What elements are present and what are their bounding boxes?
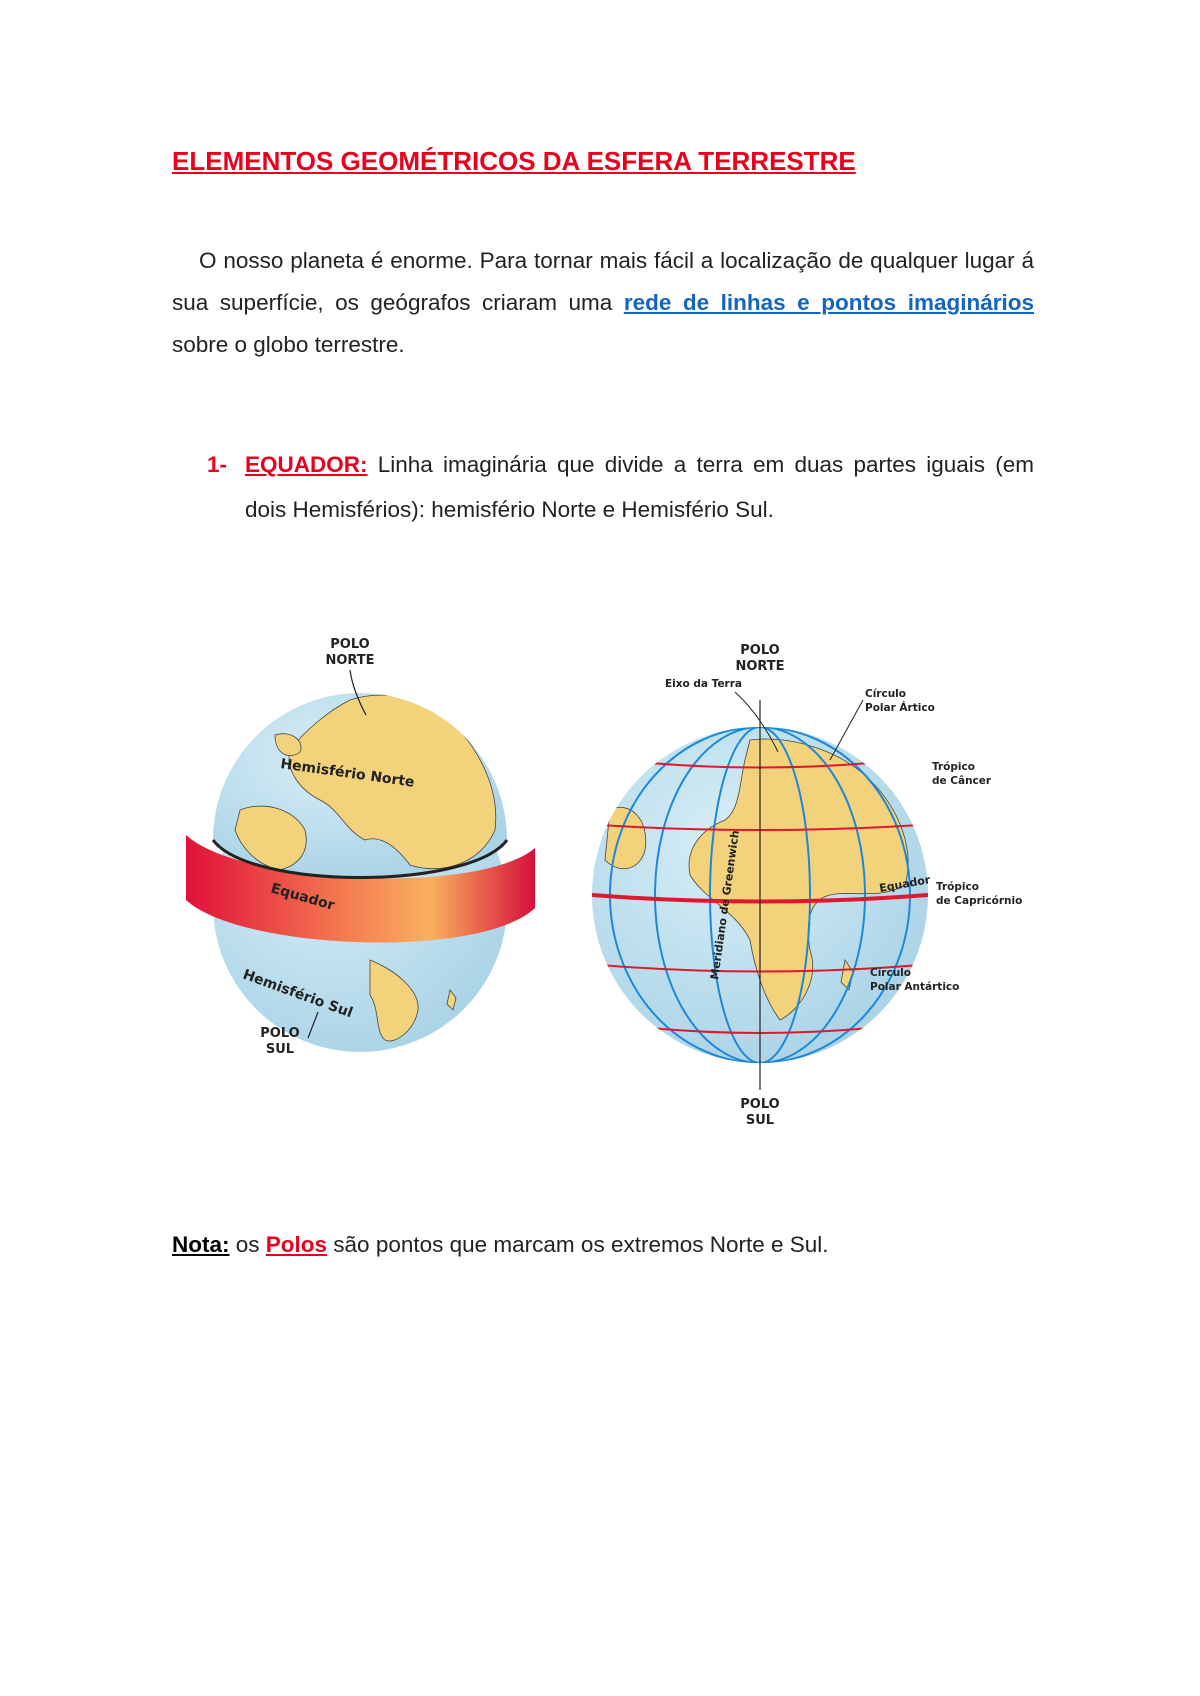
left-hemisferio-sul-label: Hemisfério Sul — [240, 966, 355, 1022]
left-globe — [186, 637, 535, 1057]
intro-paragraph — [172, 240, 1034, 366]
page-title: ELEMENTOS GEOMÉTRICOS DA ESFERA TERRESTRE — [172, 146, 856, 176]
left-polo-norte-label-2: NORTE — [325, 653, 375, 668]
term-equador: EQUADOR: — [245, 452, 368, 477]
northern-hemisphere — [213, 693, 507, 877]
list-number: 1- — [207, 452, 228, 477]
left-polo-norte-label-1: POLO — [330, 637, 370, 652]
right-tropico-cancer-label-2: de Câncer — [932, 775, 992, 787]
right-polo-norte-label-2: NORTE — [735, 659, 785, 674]
right-circulo-artico-label-2: Polar Ártico — [865, 702, 935, 714]
intro-text-before: O nosso planeta é enorme. Para tornar mais fácil a localização de qualquer lugar á sua superfície, os geógrafos criaram uma — [172, 248, 1034, 315]
imaginary-lines-link[interactable]: rede de linhas e pontos imaginários — [623, 290, 1034, 315]
right-polo-norte-label-1: POLO — [740, 643, 780, 658]
right-circulo-antartico-label-2: Polar Antártico — [870, 981, 960, 993]
right-tropico-capricornio-label-2: de Capricórnio — [936, 895, 1023, 907]
right-tropico-capricornio-label-1: Trópico — [936, 881, 979, 893]
note-term-polos: Polos — [265, 1232, 328, 1257]
globe-figures — [180, 637, 1040, 1150]
note-text-after: são pontos que marcam os extremos Norte e Sul. — [327, 1232, 829, 1257]
term-definition: Linha imaginária que divide a terra em duas partes iguais (em dois Hemisférios): hemisfério Norte e Hemisfério Sul. — [245, 452, 1034, 522]
right-polo-sul-label-2: SUL — [745, 1113, 775, 1128]
right-equador-label: Equador — [878, 873, 932, 895]
right-meridiano-label: Meridiano de Greenwich — [708, 829, 742, 981]
list-body — [245, 442, 1034, 532]
right-circulo-artico-label-1: Círculo — [865, 688, 906, 700]
left-hemisferio-norte-label: Hemisfério Norte — [279, 756, 416, 791]
right-globe — [592, 643, 1022, 1128]
list-item-equador — [207, 442, 1034, 532]
right-tropico-cancer-label-1: Trópico — [932, 761, 975, 773]
left-equador-label: Equador — [268, 880, 337, 914]
left-polo-sul-label-2: SUL — [265, 1042, 295, 1057]
note-text-before: os — [229, 1232, 266, 1257]
right-polo-sul-label-1: POLO — [740, 1097, 780, 1112]
intro-text-after: sobre o globo terrestre. — [172, 332, 405, 357]
right-circulo-antartico-label-1: Círculo — [870, 967, 911, 979]
right-eixo-label: Eixo da Terra — [665, 678, 743, 690]
note-label: Nota: — [172, 1232, 230, 1257]
note-paragraph — [172, 1230, 829, 1260]
left-polo-sul-label-1: POLO — [260, 1026, 300, 1041]
